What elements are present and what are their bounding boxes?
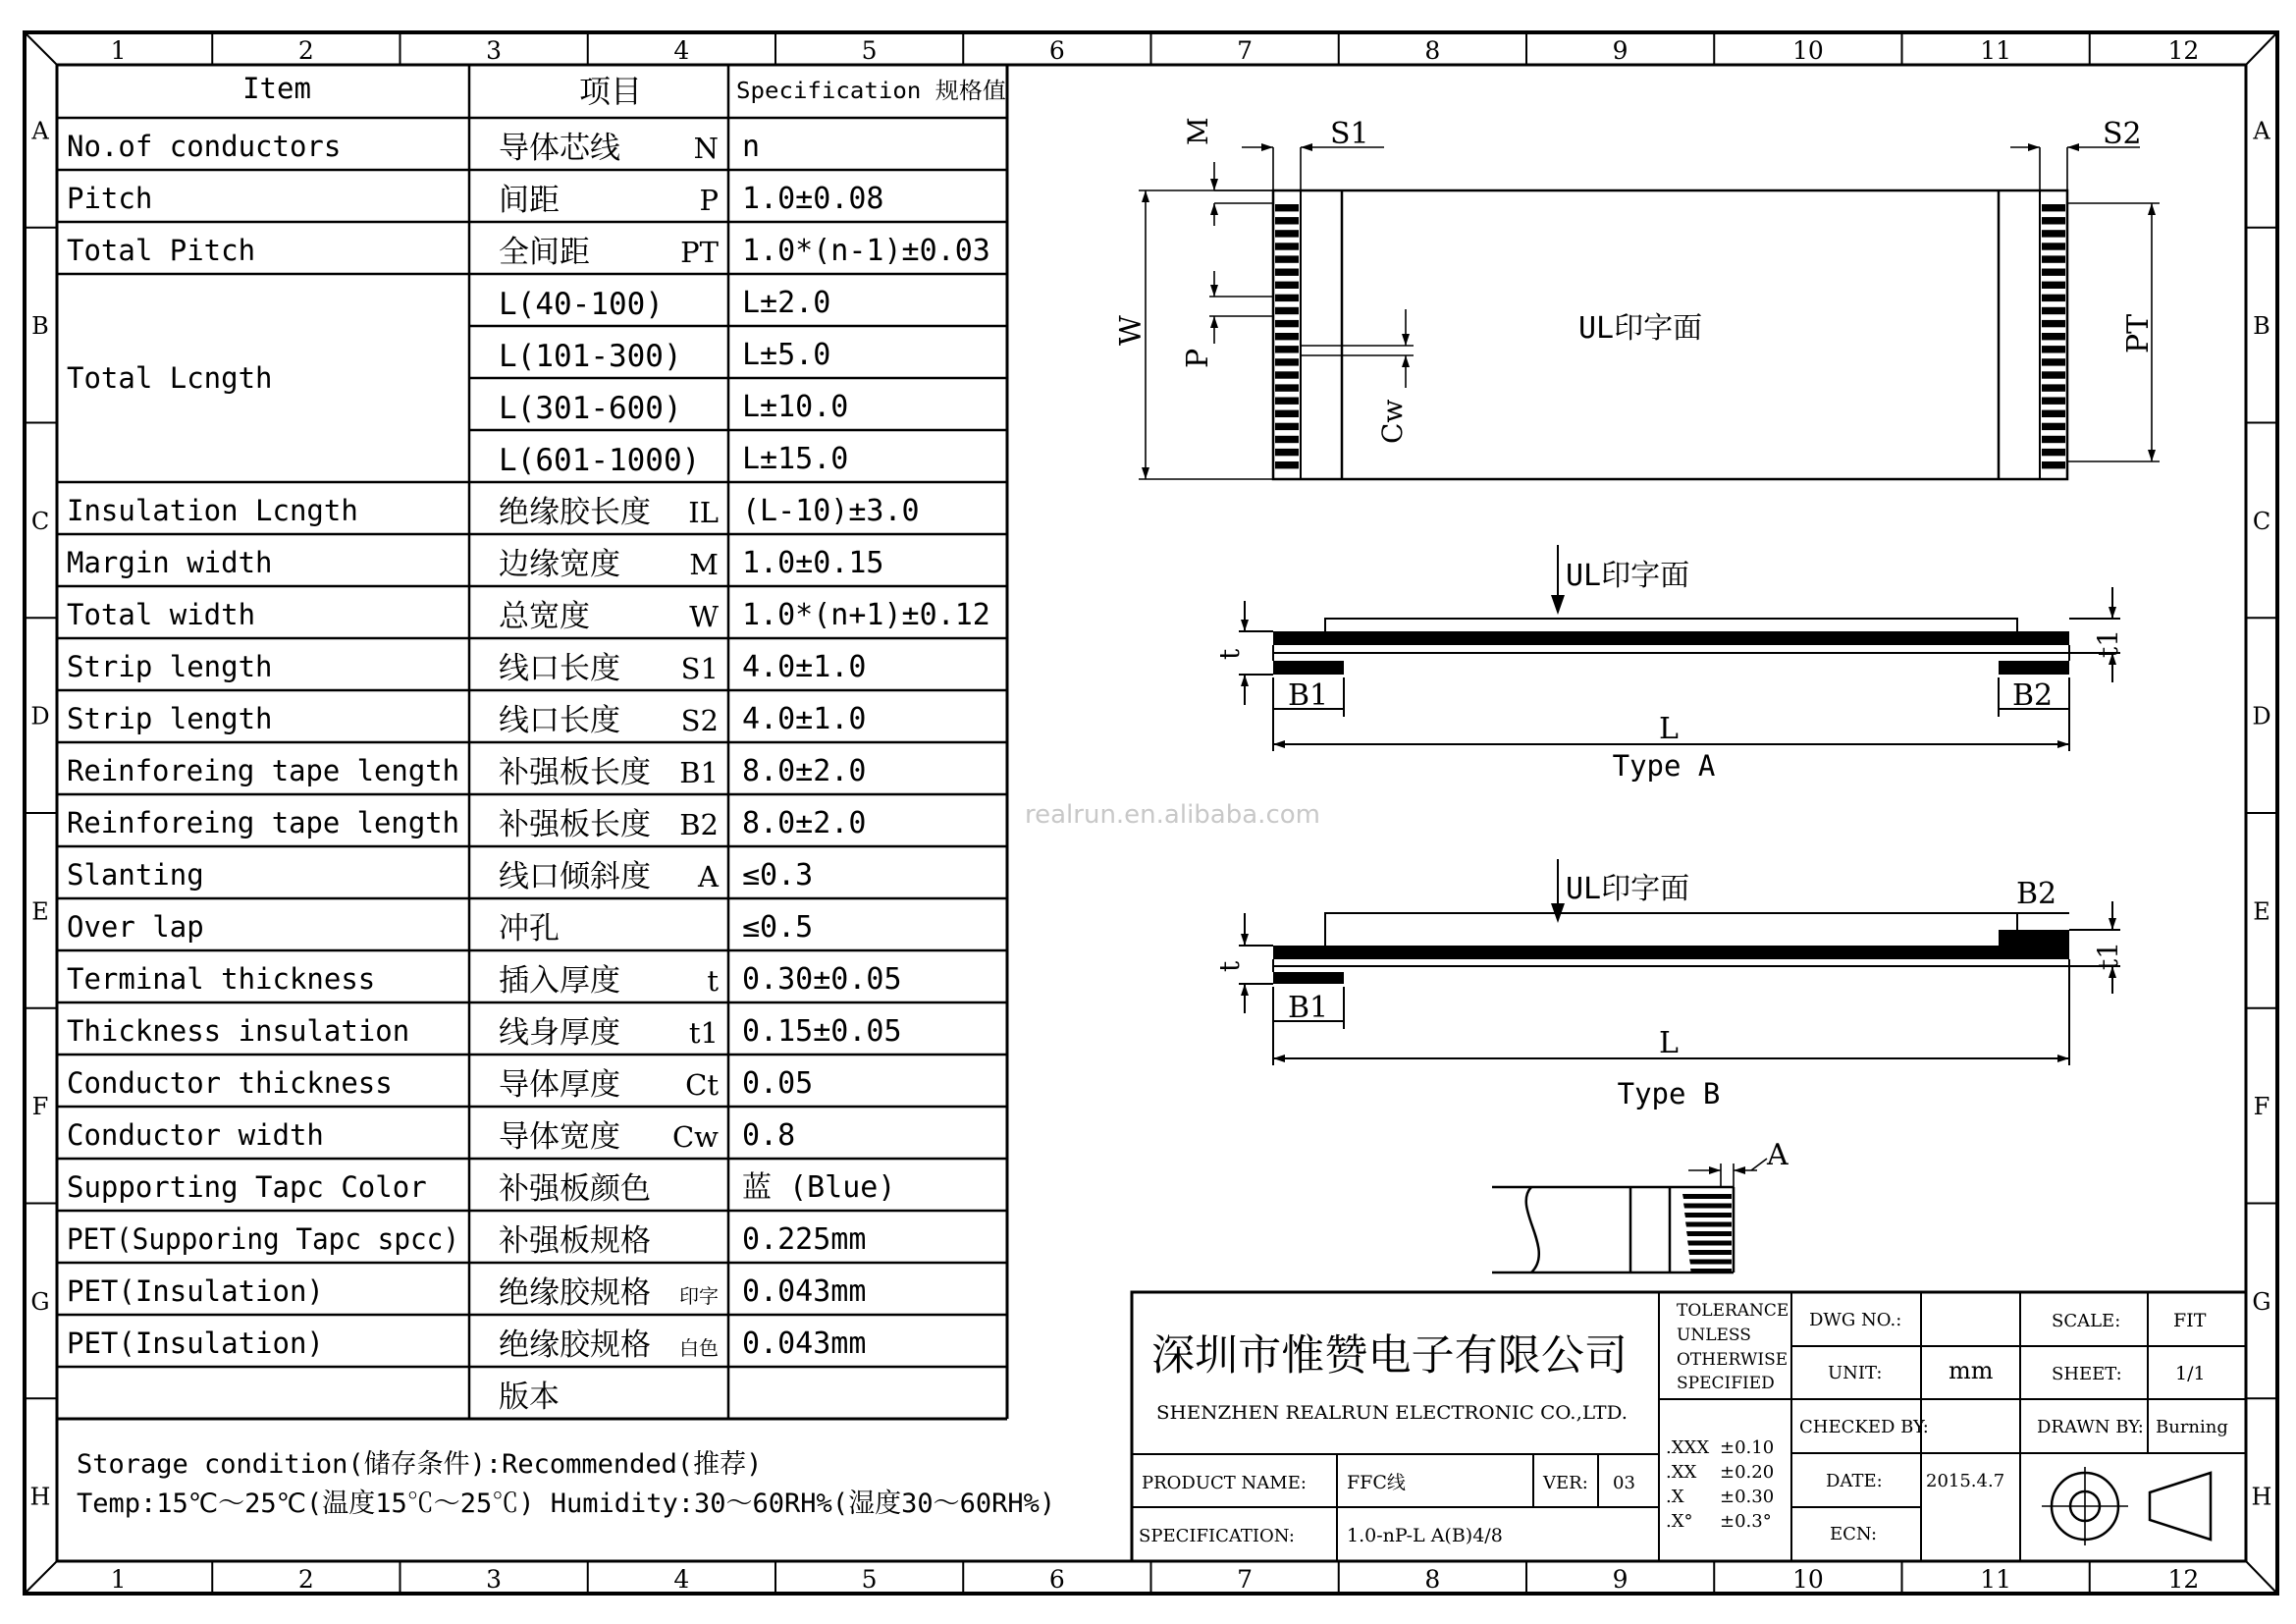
spec-row (499, 390, 848, 426)
type-a-t-label: t (1213, 648, 1246, 660)
spec-row-item: Conductor width (67, 1118, 324, 1152)
spec-row (499, 338, 830, 374)
spec-row-value: 蓝 (Blue) (742, 1170, 896, 1205)
spec-row-cn: 补强板颜色 (499, 1171, 651, 1207)
spec-row (67, 1014, 902, 1051)
spec-row-cn: 总宽度 (499, 599, 590, 634)
conductor-stripe (1275, 384, 1299, 391)
spec-row-symbol: M (689, 548, 719, 581)
conductor-stripe (2042, 436, 2065, 443)
dim-label-s1: S1 (1330, 117, 1369, 151)
spec-row-item: Total Lcngth (67, 361, 273, 395)
spec-row (67, 182, 884, 218)
spec-row-item: Total width (67, 598, 256, 631)
conductor-stripe (1275, 358, 1299, 365)
type-a-b1-label: B1 (1288, 678, 1329, 713)
spec-row (67, 754, 866, 790)
conductor-stripe (1275, 346, 1299, 352)
slant-stripe (1690, 1269, 1732, 1273)
slant-detail-drawing (1492, 1138, 1789, 1273)
spec-row-value: 0.15±0.05 (742, 1014, 902, 1049)
spec-row (67, 962, 902, 999)
spec-row-item: Strip length (67, 650, 273, 683)
header-cn: 项目 (578, 73, 643, 110)
conductor-stripe (2042, 217, 2065, 224)
spec-row-value: L±5.0 (742, 338, 831, 372)
spec-row-cn: 绝缘胶长度 (499, 495, 651, 530)
spec-row-value: 1.0±0.08 (742, 182, 884, 216)
ul-print-side-label: UL印字面 (1578, 311, 1703, 346)
conductor-stripe (2042, 398, 2065, 405)
spec-row (67, 650, 866, 686)
type-a-t1-label: t1 (2092, 628, 2124, 658)
storage-condition: Storage condition(储存条件):Recommended(推荐) (77, 1449, 763, 1480)
zone-col-bottom-3: 3 (486, 1565, 503, 1594)
drawn-by-label: DRAWN BY: (2037, 1417, 2144, 1437)
conductor-stripe (1275, 269, 1299, 276)
spec-row-cn: 版本 (499, 1380, 560, 1415)
zone-row-right-h: H (2251, 1483, 2272, 1511)
spec-row-item: PET(Supporing Tapc spcc) (67, 1222, 459, 1256)
conductor-stripe (2042, 204, 2065, 211)
spec-row (67, 598, 990, 634)
slant-stripe (1685, 1222, 1732, 1227)
header-spec: Specification 规格值 (736, 79, 1006, 104)
slant-stripe (1689, 1260, 1732, 1265)
spec-row-value: 0.225mm (742, 1222, 867, 1257)
conductor-stripe (1275, 204, 1299, 211)
tolerance-table (1666, 1437, 1774, 1532)
spec-row-cn: 全间距 (499, 235, 590, 270)
spec-row-cn: 补强板长度 (499, 755, 651, 790)
spec-row-cn: 线口倾斜度 (499, 859, 651, 894)
conductor-stripe (2042, 230, 2065, 237)
spec-row-value: 4.0±1.0 (742, 702, 867, 736)
type-b-t1-label: t1 (2092, 941, 2124, 970)
date-label: DATE: (1826, 1471, 1883, 1491)
spec-row (67, 1274, 866, 1311)
zone-col-bottom-1: 1 (110, 1565, 127, 1594)
conductor-stripe (1275, 449, 1299, 456)
tolerance-line-2: UNLESS (1677, 1326, 1751, 1345)
type-b-l-label: L (1659, 1026, 1679, 1060)
tolerance-value: ±0.30 (1720, 1487, 1775, 1507)
type-a-ul-label: UL印字面 (1566, 559, 1690, 593)
conductor-stripe (1275, 320, 1299, 327)
spec-row (67, 1170, 895, 1207)
zone-col-top-5: 5 (861, 36, 878, 65)
conductor-stripe (1275, 423, 1299, 430)
date-value: 2015.4.7 (1926, 1471, 2005, 1491)
zone-col-bottom-4: 4 (673, 1565, 690, 1594)
zone-col-bottom-6: 6 (1048, 1565, 1065, 1594)
spec-row-item: Supporting Tapc Color (67, 1170, 427, 1204)
conductor-stripe (2042, 423, 2065, 430)
spec-row (67, 546, 884, 582)
conductor-stripe (1275, 217, 1299, 224)
slant-stripe (1686, 1231, 1732, 1236)
spec-row-cn: L(301-600) (499, 391, 682, 426)
scale-value: FIT (2173, 1310, 2207, 1331)
spec-row-cn: 插入厚度 (499, 963, 620, 999)
zone-row-right-g: G (2252, 1287, 2271, 1316)
spec-row-symbol: S2 (680, 704, 719, 737)
conductor-stripe (2042, 255, 2065, 262)
spec-row (67, 234, 990, 270)
spec-row-symbol: B2 (679, 808, 719, 841)
conductor-stripe (1275, 255, 1299, 262)
spec-row-item: Conductor thickness (67, 1066, 393, 1100)
zone-col-top-9: 9 (1612, 36, 1629, 65)
spec-row-value: ≤0.5 (742, 910, 814, 945)
zone-col-top-7: 7 (1237, 36, 1254, 65)
conductor-stripe (2042, 358, 2065, 365)
spec-row-cn: 线口长度 (499, 651, 620, 686)
spec-row-cn: 绝缘胶规格 (499, 1327, 651, 1363)
dim-label-w: W (1114, 315, 1148, 346)
spec-row (67, 702, 866, 738)
spec-table-rows (67, 130, 990, 1415)
spec-row-item: Slanting (67, 858, 204, 892)
zone-row-left-f: F (31, 1093, 49, 1121)
tolerance-value: ±0.3° (1720, 1511, 1772, 1532)
conductor-stripe (1275, 295, 1299, 301)
zone-row-left-a: A (31, 117, 49, 145)
sheet-value: 1/1 (2175, 1363, 2206, 1384)
spec-row-item: Total Pitch (67, 234, 256, 267)
tolerance-line-3: OTHERWISE (1677, 1350, 1789, 1370)
zone-row-left-e: E (31, 897, 49, 926)
spec-row-item: Pitch (67, 182, 153, 215)
zone-row-left-c: C (30, 507, 50, 535)
zone-col-top-4: 4 (673, 36, 690, 65)
specification-value: 1.0-nP-L A(B)4/8 (1347, 1525, 1503, 1546)
zone-col-bottom-10: 10 (1791, 1565, 1824, 1594)
spec-row-cn: 补强板规格 (499, 1223, 651, 1259)
spec-row (67, 1326, 866, 1363)
spec-row (67, 130, 760, 166)
drawn-by-value: Burning (2156, 1417, 2228, 1437)
type-b-caption: Type B (1617, 1077, 1721, 1110)
slant-stripe (1682, 1194, 1732, 1199)
dwg-no-label: DWG NO.: (1809, 1310, 1902, 1330)
zone-col-bottom-11: 11 (1980, 1565, 2012, 1594)
spec-row-cn: 导体芯线 (499, 131, 620, 166)
zone-row-right-b: B (2253, 312, 2270, 341)
tolerance-key: .XX (1666, 1462, 1697, 1483)
conductor-stripe (1275, 461, 1299, 468)
spec-row-value: 0.30±0.05 (742, 962, 902, 997)
zone-col-bottom-7: 7 (1237, 1565, 1254, 1594)
conductor-stripe (2042, 295, 2065, 301)
type-a-caption: Type A (1612, 749, 1716, 783)
tolerance-key: .X° (1666, 1511, 1693, 1532)
spec-row-item: Margin width (67, 546, 273, 579)
conductor-stripe (1275, 230, 1299, 237)
spec-row-item: Reinforeing tape length (67, 806, 459, 839)
spec-row (67, 910, 813, 947)
spec-row-item: Thickness insulation (67, 1014, 410, 1048)
conductor-stripe (2042, 243, 2065, 249)
conductor-stripe (1275, 307, 1299, 314)
spec-row-cn: 补强板长度 (499, 807, 651, 842)
slant-stripe (1688, 1250, 1732, 1255)
tolerance-key: .XXX (1666, 1437, 1710, 1458)
dim-label-s2: S2 (2103, 117, 2142, 151)
type-b-drawing (1213, 859, 2124, 1110)
spec-row-value: 4.0±1.0 (742, 650, 867, 684)
ver-value: 03 (1613, 1473, 1635, 1493)
conductor-stripe (1275, 398, 1299, 405)
spec-row-cn: L(601-1000) (499, 443, 701, 478)
spec-row-value: L±10.0 (742, 390, 849, 424)
spec-row-value: 8.0±2.0 (742, 806, 867, 840)
spec-table (57, 65, 1007, 1419)
spec-row-symbol: Ct (685, 1068, 719, 1102)
conductor-stripe (2042, 282, 2065, 289)
spec-row-item: Strip length (67, 702, 273, 735)
zone-row-right-d: D (2252, 702, 2271, 731)
spec-row-cn: 线身厚度 (499, 1015, 620, 1051)
spec-row-symbol: P (699, 184, 719, 217)
spec-row-item: Insulation Lcngth (67, 494, 358, 527)
spec-row-value: 1.0±0.15 (742, 546, 884, 580)
spec-row-cn: 间距 (499, 183, 560, 218)
spec-row-cn: L(40-100) (499, 287, 664, 322)
scale-label: SCALE: (2052, 1311, 2121, 1331)
spec-row-cn: 线口长度 (499, 703, 620, 738)
spec-row-item: PET(Insulation) (67, 1326, 324, 1360)
zone-row-left-h: H (29, 1483, 51, 1511)
spec-row (67, 806, 866, 842)
conductor-stripe (2042, 449, 2065, 456)
zone-col-top-11: 11 (1980, 36, 2012, 65)
spec-row-cn: L(101-300) (499, 339, 682, 374)
conductor-stripe (2042, 307, 2065, 314)
zone-col-top-2: 2 (297, 36, 314, 65)
zone-row-right-a: A (2253, 117, 2270, 145)
slant-a-label: A (1767, 1138, 1789, 1172)
spec-row-value: 1.0*(n+1)±0.12 (742, 598, 990, 632)
zone-col-bottom-2: 2 (297, 1565, 314, 1594)
spec-row-item: No.of conductors (67, 130, 342, 163)
spec-row-value: L±2.0 (742, 286, 831, 320)
conductor-stripe (2042, 410, 2065, 417)
tolerance-line-4: SPECIFIED (1677, 1374, 1775, 1393)
header-item: Item (242, 72, 311, 105)
type-b-t-label: t (1213, 960, 1246, 972)
spec-row-item: PET(Insulation) (67, 1274, 324, 1308)
zone-col-top-10: 10 (1791, 36, 1824, 65)
zone-col-top-1: 1 (110, 36, 127, 65)
type-a-l-label: L (1659, 712, 1679, 746)
conductor-stripe (2042, 320, 2065, 327)
tolerance-line-1: TOLERANCE (1677, 1301, 1789, 1321)
spec-row-value: L±15.0 (742, 442, 849, 476)
company-name-en: SHENZHEN REALRUN ELECTRONIC CO.,LTD. (1156, 1402, 1628, 1424)
spec-row-item: Terminal thickness (67, 962, 376, 996)
spec-row-cn: 导体宽度 (499, 1119, 620, 1155)
unit-value: mm (1949, 1357, 1994, 1384)
spec-row-value: 0.05 (742, 1066, 814, 1101)
tolerance-value: ±0.20 (1720, 1462, 1775, 1483)
spec-row (67, 1222, 866, 1259)
conductor-stripe (2042, 371, 2065, 378)
spec-row (499, 1380, 560, 1415)
specification-label: SPECIFICATION: (1139, 1526, 1295, 1546)
conductor-stripe (1275, 282, 1299, 289)
zone-col-top-6: 6 (1048, 36, 1065, 65)
spec-row-symbol: 印字 (679, 1284, 719, 1308)
unit-label: UNIT: (1828, 1363, 1883, 1383)
conductor-stripe (1275, 371, 1299, 378)
spec-row-symbol: t (707, 964, 719, 998)
zone-col-bottom-12: 12 (2167, 1565, 2200, 1594)
watermark: realrun.en.alibaba.com (1025, 800, 1320, 830)
zone-row-left-d: D (30, 702, 50, 731)
type-b-b1-label: B1 (1288, 991, 1329, 1025)
dim-label-m: M (1182, 117, 1214, 145)
conductor-stripe (2042, 461, 2065, 468)
spec-row-value: (L-10)±3.0 (742, 494, 920, 528)
zone-col-bottom-9: 9 (1612, 1565, 1629, 1594)
conductor-stripe (2042, 384, 2065, 391)
ecn-label: ECN: (1830, 1524, 1878, 1544)
title-block (1132, 1292, 2246, 1561)
conductor-stripe (1275, 243, 1299, 249)
spec-row-cn: 边缘宽度 (499, 547, 620, 582)
spec-row-symbol: Cw (671, 1120, 719, 1154)
spec-row-value: 0.043mm (742, 1326, 867, 1361)
spec-row-symbol: t1 (688, 1016, 719, 1050)
projection-symbol-icon (2042, 1467, 2211, 1545)
ver-label: VER: (1543, 1473, 1588, 1493)
zone-col-bottom-5: 5 (861, 1565, 878, 1594)
slant-stripe (1687, 1241, 1732, 1246)
conductor-stripe (1275, 333, 1299, 340)
type-b-b2-label: B2 (2016, 877, 2057, 911)
spec-row-value: 8.0±2.0 (742, 754, 867, 788)
spec-row-value: 0.8 (742, 1118, 796, 1153)
storage-temperature-humidity: Temp:15℃～25℃(温度15℃～25℃) Humidity:30～60RH%(湿度30～60RH%) (77, 1489, 1056, 1519)
spec-row (67, 1118, 795, 1155)
zone-row-right-c: C (2252, 507, 2271, 535)
spec-row-symbol: PT (680, 236, 719, 269)
conductor-stripe (2042, 346, 2065, 352)
product-name-label: PRODUCT NAME: (1142, 1473, 1307, 1493)
zone-row-left-b: B (31, 312, 49, 341)
zone-row-left-g: G (30, 1287, 50, 1316)
spec-row-item: Reinforeing tape length (67, 754, 459, 787)
conductor-stripe (1275, 410, 1299, 417)
dim-label-p: P (1181, 348, 1215, 368)
spec-row-cn: 冲孔 (499, 911, 560, 947)
checked-by-label: CHECKED BY: (1799, 1417, 1929, 1437)
dim-label-cw: Cw (1376, 399, 1409, 444)
spec-row-symbol: B1 (679, 756, 719, 789)
slant-stripe (1684, 1213, 1732, 1218)
company-name-cn: 深圳市惟赞电子有限公司 (1151, 1331, 1628, 1380)
spec-row-symbol: S1 (680, 652, 719, 685)
spec-row-cn: 导体厚度 (499, 1067, 620, 1103)
spec-row-value: 1.0*(n-1)±0.03 (742, 234, 990, 268)
type-a-drawing (1213, 545, 2124, 783)
zone-col-top-12: 12 (2167, 36, 2200, 65)
conductor-stripe (2042, 333, 2065, 340)
spec-row-symbol: W (689, 600, 719, 633)
spec-row-cn: 绝缘胶规格 (499, 1275, 651, 1311)
spec-row (67, 858, 813, 894)
slant-conductors (1682, 1194, 1732, 1273)
conductor-stripe (1275, 436, 1299, 443)
slant-stripe (1683, 1204, 1732, 1209)
spec-row (67, 1066, 813, 1103)
product-name-value: FFC线 (1347, 1472, 1406, 1493)
spec-row-item: Over lap (67, 910, 204, 944)
type-b-ul-label: UL印字面 (1566, 872, 1690, 906)
spec-row-symbol: A (698, 860, 719, 893)
spec-row-value: ≤0.3 (742, 858, 814, 893)
conductor-stripe (2042, 269, 2065, 276)
zone-col-top-3: 3 (486, 36, 503, 65)
spec-row-value: 0.043mm (742, 1274, 867, 1309)
spec-row-symbol: 白色 (679, 1336, 719, 1360)
spec-row-symbol: IL (688, 496, 719, 529)
zone-row-right-e: E (2253, 897, 2270, 926)
tolerance-key: .X (1666, 1487, 1684, 1507)
zone-row-right-f: F (2253, 1093, 2270, 1121)
dim-label-pt: PT (2121, 313, 2156, 353)
tolerance-value: ±0.10 (1720, 1437, 1775, 1458)
spec-row (499, 442, 848, 478)
spec-row (67, 494, 920, 530)
zone-col-bottom-8: 8 (1424, 1565, 1441, 1594)
spec-row-symbol: N (693, 132, 719, 165)
type-a-b2-label: B2 (2012, 678, 2054, 713)
sheet-label: SHEET: (2052, 1364, 2122, 1384)
spec-row-value: n (742, 130, 761, 164)
zone-col-top-8: 8 (1424, 36, 1441, 65)
